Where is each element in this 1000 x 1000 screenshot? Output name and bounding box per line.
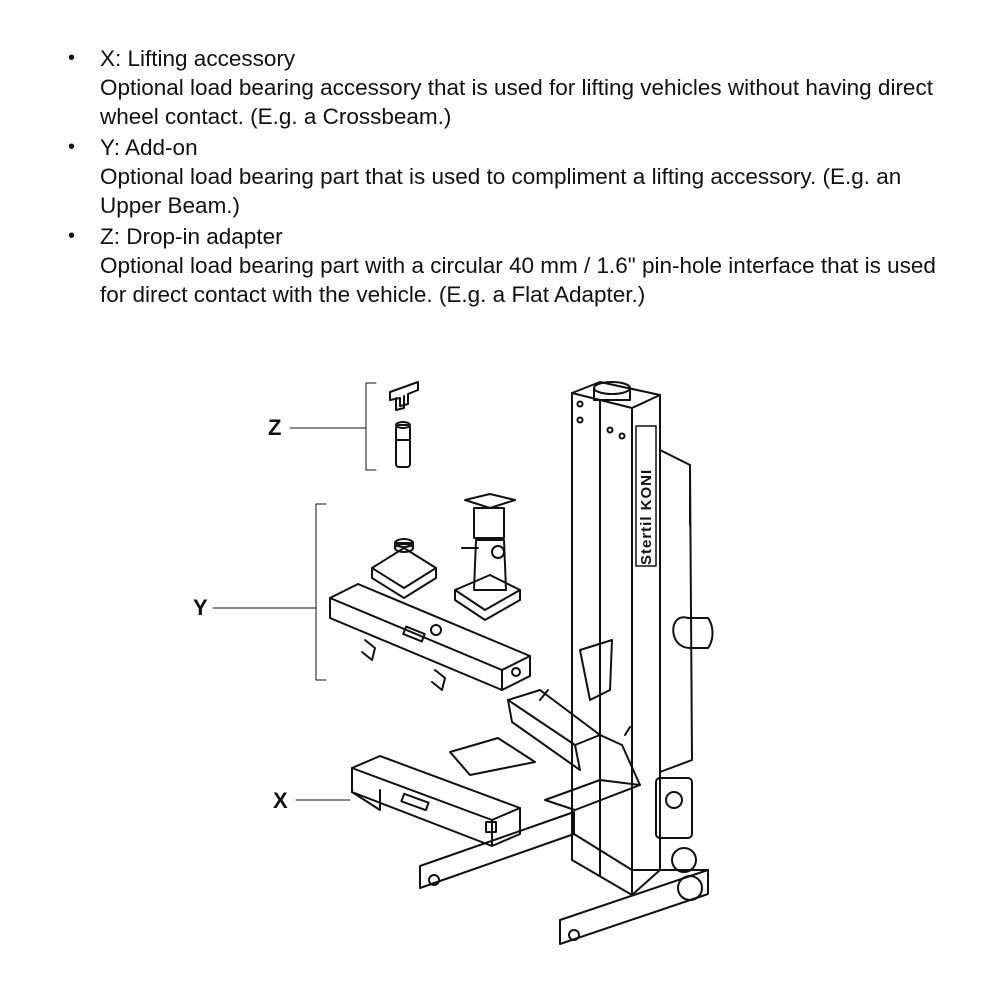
term-z: Z: Drop-in adapter (100, 224, 283, 249)
flat-add-on (372, 539, 436, 598)
description-y: Optional load bearing part that is used to compliment a lifting accessory. (E.g. an Upper Beam.) (100, 164, 902, 218)
base-frame (420, 812, 708, 944)
bullet-icon: • (68, 47, 76, 69)
upper-beam (330, 584, 530, 690)
lifting-column (572, 382, 713, 895)
term-x: X: Lifting accessory (100, 46, 296, 71)
callout-x (273, 788, 350, 813)
drop-in-adapter (390, 382, 418, 467)
label-x: X (273, 788, 288, 813)
label-z: Z (268, 415, 282, 440)
description-x: Optional load bearing accessory that is used for lifting vehicles without having direct wheel contact. (E.g. a Crossbeam.) (100, 75, 933, 129)
callout-y (193, 504, 326, 680)
wheel-fork (450, 640, 640, 810)
callout-z (268, 383, 376, 470)
bullet-icon: • (68, 225, 76, 247)
column-brand-text: Stertil KONI (638, 468, 655, 565)
label-y: Y (193, 595, 208, 620)
description-z: Optional load bearing part with a circular 40 mm / 1.6" pin-hole interface that is used for direct contact with the vehicle. (E.g. a Flat Adapter.) (100, 253, 936, 307)
bullet-icon: • (68, 136, 76, 158)
term-y: Y: Add-on (100, 135, 198, 160)
pin-stand-add-on (455, 494, 520, 620)
